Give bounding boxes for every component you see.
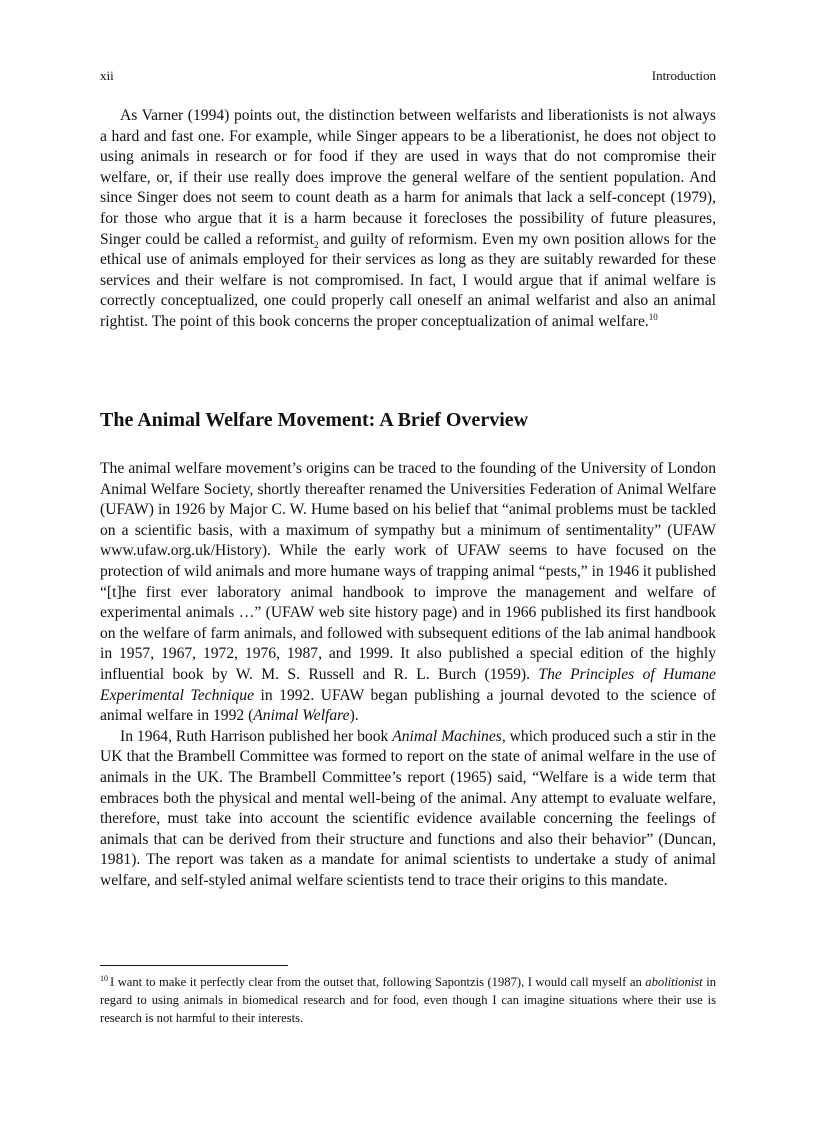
journal-title: Animal Welfare xyxy=(253,707,350,725)
subscript: 2 xyxy=(314,239,319,250)
book-title: Animal Machines xyxy=(392,727,502,745)
emphasis: abolitionist xyxy=(645,975,703,989)
footnote-number: 10 xyxy=(100,973,108,983)
footnote-divider xyxy=(100,965,288,966)
paragraph: In 1964, Ruth Harrison published her book Animal Machines, which produced such a stir in the UK that the Brambell Committee was formed to report on the state of animal welfare in the use of animals in the UK. The Brambell Committee’s report (1965) said, “Welfare is a wide term that embraces both the physical and mental well-being of the animal. Any attempt to evaluate welfare, therefore, must take into account the scientific evidence available concerning the feelings of animals that can be derived from their structure and functions and also their behavior” (Duncan, 1981). The report was taken as a mandate for animal scientists to undertake a study of animal welfare, and self-styled animal welfare scientists tend to trace their origins to this mandate. xyxy=(100,727,716,889)
running-header xyxy=(100,67,716,85)
footnote xyxy=(100,973,716,1027)
running-title: Introduction xyxy=(651,68,716,83)
book-title: The Principles of Humane Experimental Technique xyxy=(100,665,716,704)
footnote-text: $^{10}$ I want to make it perfectly clear from the outset that, following Sapontzis (1987), I would call myself an abolitionist in regard to using animals in biomedical research and for food, even though I can imagine situations where their use is research is not harmful to their interests. xyxy=(100,973,716,1025)
footnote-ref[interactable]: 10 xyxy=(648,311,658,322)
paragraph: As Varner (1994) points out, the distinction between welfarists and liberationists is not always a hard and fast one. For example, while Singer appears to be a liberationist, he does not object to using animals in research or for food if they are used in ways that do not compromise their welfare, or, if their use really does improve the general welfare of the sentient population. And since Singer does not seem to count death as a harm for animals that lack a self-concept (1979), for those who argue that it is a harm because it forecloses the possibility of future pleasures, Singer could be called a reformist$_2$ and guilty of reformism. Even my own position allows for the ethical use of animals employed for their services as long as they are suitably rewarded for these services and their welfare is not compromised. In fact, I would argue that if animal welfare is correctly conceptualized, one could properly call oneself an animal welfarist and also an animal rightist. The point of this book concerns the proper conceptualization of animal welfare.$^{10}$ xyxy=(100,107,717,330)
section-overview xyxy=(100,459,716,891)
section-intro xyxy=(100,106,716,333)
page-number: xii xyxy=(100,68,114,83)
section-heading: The Animal Welfare Movement: A Brief Overview xyxy=(100,409,529,431)
paragraph: The animal welfare movement’s origins can be traced to the founding of the University of London Animal Welfare Society, shortly thereafter renamed the Universities Federation of Animal Welfare (UFAW) in 1926 by Major C. W. Hume based on his belief that “animal problems must be tackled on a scientific basis, with a maximum of sympathy but a minimum of sentimentality” (UFAW www.ufaw.org.uk/History). While the early work of UFAW seems to have focused on the protection of wild animals and more humane ways of trapping animal “pests,” in 1946 it published “[t]he first ever laboratory animal handbook to improve the management and welfare of experimental animals …” (UFAW web site history page) and in 1966 published its first handbook on the welfare of farm animals, and followed with subsequent editions of the lab animal handbook in 1957, 1967, 1972, 1976, 1987, and 1999. It also published a special edition of the highly influential book by W. M. S. Russell and R. L. Burch (1959). The Principles of Humane Experimental Technique in 1992. UFAW began publishing a journal devoted to the science of animal welfare in 1992 (Animal Welfare). xyxy=(100,460,716,725)
